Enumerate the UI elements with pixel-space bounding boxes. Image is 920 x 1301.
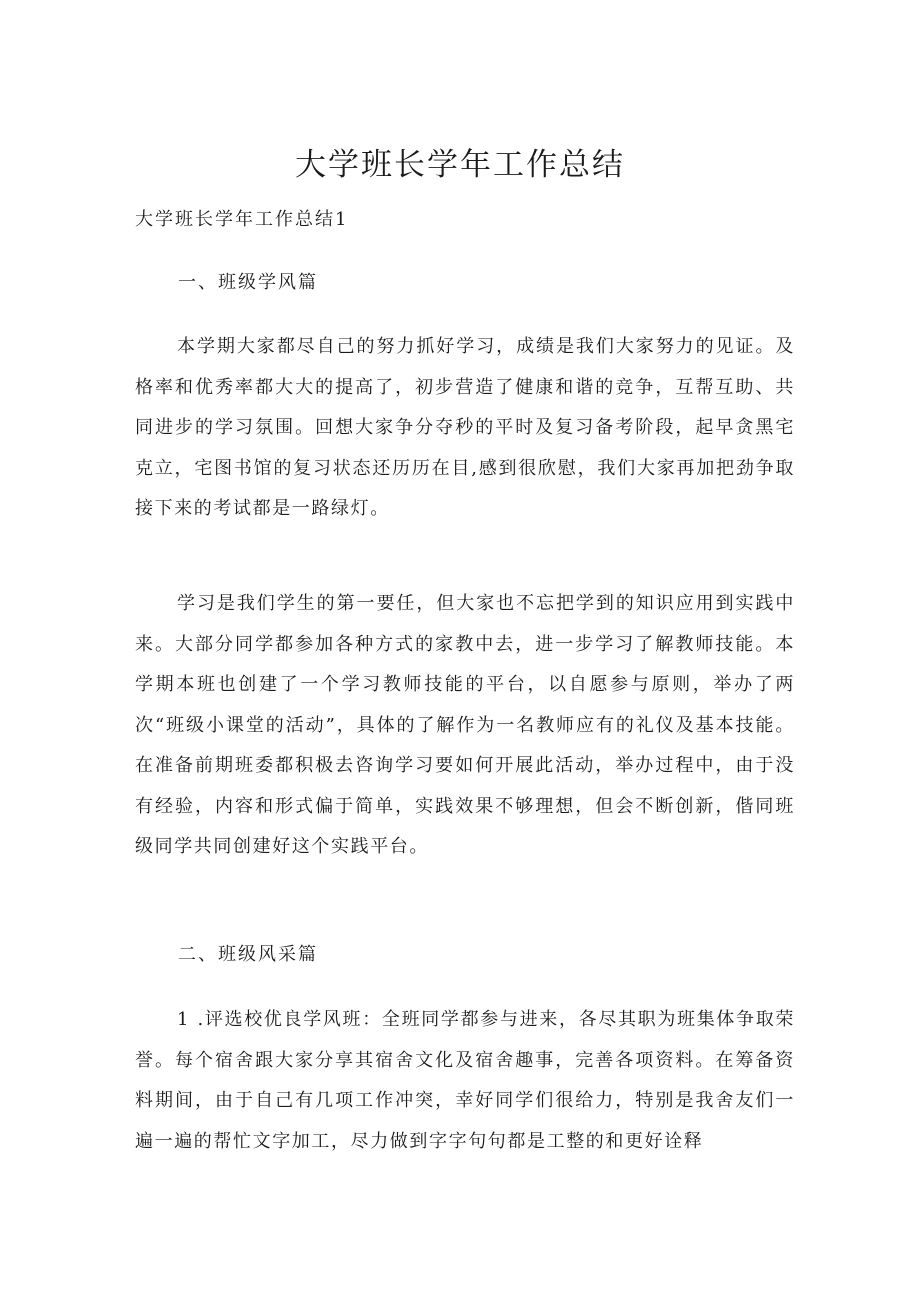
document-title: 大学班长学年工作总结	[295, 147, 625, 183]
section-heading-study-style: 一、班级学风篇	[178, 272, 318, 293]
document-subtitle: 大学班长学年工作总结1	[135, 209, 349, 230]
paragraph: 本学期大家都尽自己的努力抓好学习，成绩是我们大家努力的见证。及格率和优秀率都大大的提高了，初步营造了健康和谐的竞争，互帮互助、共同进步的学习氛围。回想大家争分夺秒的平时及复习备考阶段，起早贪黑宅克立，宅图书馆的复习状态还历历在目,感到很欣慰，我们大家再加把劲争取接下来的考试都是一路绿灯。	[135, 336, 795, 519]
section-heading-class-style: 二、班级风采篇	[178, 944, 318, 965]
paragraph: 学习是我们学生的第一要任，但大家也不忘把学到的知识应用到实践中来。大部分同学都参加各种方式的家教中去，进一步学习了解教师技能。本学期本班也创建了一个学习教师技能的平台，以自愿参与原则，举办了两次“班级小课堂的活动”，具体的了解作为一名教师应有的礼仪及基本技能。在准备前期班委都积极去咨询学习要如何开展此活动，举办过程中，由于没有经验，内容和形式偏于简单，实践效果不够理想，但会不断创新，偕同班级同学共同创建好这个实践平台。	[135, 593, 795, 857]
paragraph: 1 .评选校优良学风班：全班同学都参与进来，各尽其职为班集体争取荣誉。每个宿舍跟大家分享其宿舍文化及宿舍趣事，完善各项资料。在筹备资料期间，由于自己有几项工作冲突，幸好同学们很给力，特别是我舍友们一遍一遍的帮忙文字加工，尽力做到字字句句都是工整的和更好诠释	[135, 1009, 795, 1152]
